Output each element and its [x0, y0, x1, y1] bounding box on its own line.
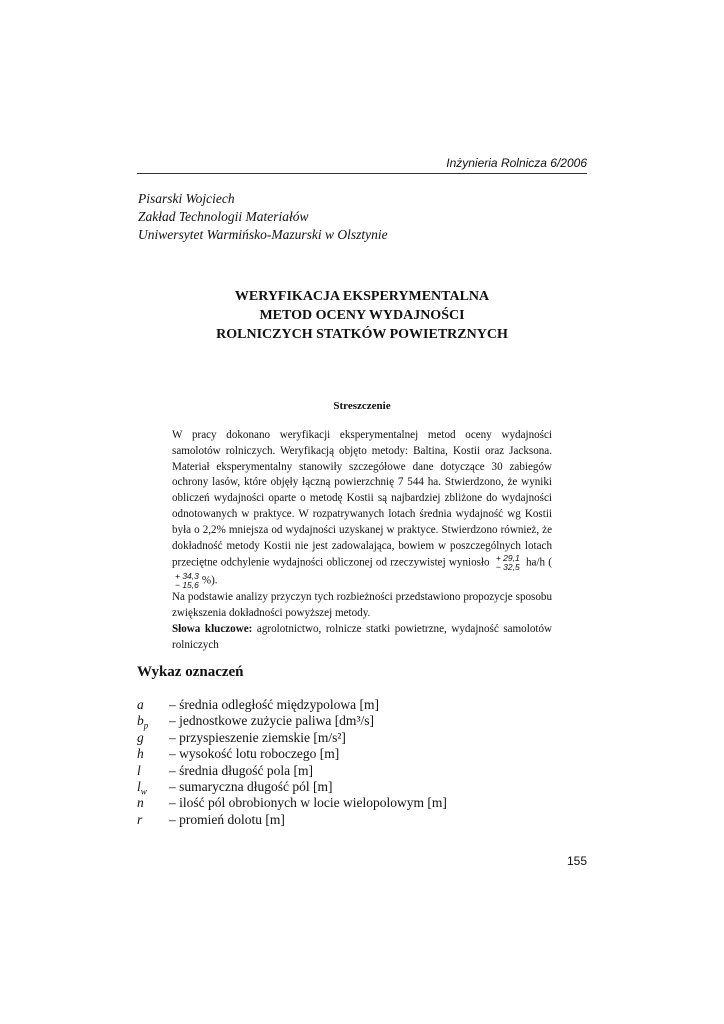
deviation-range-ha [496, 554, 520, 572]
notation-symbol: $b_p$ [137, 713, 149, 732]
page-number: 155 [566, 854, 587, 868]
abstract-text [172, 428, 552, 622]
notation-item [137, 795, 447, 811]
title-line: ROLNICZYCH STATKÓW POWIETRZNYCH [216, 327, 508, 342]
deviation-upper: + 34,3 [175, 571, 199, 582]
deviation-lower: − 32,5 [495, 562, 520, 573]
title-line: WERYFIKACJA EKSPERYMENTALNA [234, 289, 490, 304]
notation-symbol: n [137, 795, 144, 811]
notation-item [137, 746, 447, 762]
author-university: Uniwersytet Warmińsko-Mazurski w Olsztynie [138, 227, 388, 242]
notation-list [137, 697, 447, 828]
abstract-body: W pracy dokonano weryfikacji eksperymentalnej metod oceny wydajności samolotów rolniczych. Weryfikacją objęto metody: Baltina, Kostii oraz Jacksona. Materiał eksperymentalny stanowiły szczegółowe dane dotyczące 30 zabiegów ochrony lasów, które objęły łączną powierzchnię 7 544 ha. Stwierdzono, że wyniki obliczeń wydajności oparte o metodę Kostii są najbardziej zbliżone do wydajności odnotowanych w praktyce. W rozpatrywanych lotach średnia wydajność wg Kostii była o 2,2% mniejsza od wydajności uzyskanej w praktyce. Stwierdzono również, że dokładność metody Kostii nie jest zadowalająca, bowiem w poszczególnych lotach przeciętne odchylenie wydajności obliczonej od rzeczywistej wyniosło [172, 429, 552, 569]
notation-description: – jednostkowe zużycie paliwa [dm³/s] [169, 713, 374, 729]
abstract-paragraph: Na podstawie analizy przyczyn tych rozbieżności przedstawiono propozycje sposobu zwiększenia dokładności powyższej metody. [172, 591, 552, 620]
author-name: Pisarski Wojciech [138, 191, 235, 206]
percent-text: %). [201, 574, 218, 587]
author-block [138, 190, 388, 244]
notation-symbol: h [137, 746, 144, 762]
notation-item [137, 779, 447, 795]
paper-title [137, 287, 587, 344]
abstract-heading: Streszczenie [333, 400, 391, 412]
notation-description: – średnia odległość międzypolowa [m] [169, 697, 379, 712]
keywords [172, 622, 552, 653]
notation-description: – sumaryczna długość pól [m] [169, 778, 333, 794]
notation-heading: Wykaz oznaczeń [137, 664, 244, 680]
unit-text: ha/h ( [525, 556, 552, 569]
notation-description: – wysokość lotu roboczego [m] [169, 746, 340, 762]
deviation-upper: + 29,1 [495, 553, 520, 564]
keywords-label: Słowa kluczowe: [172, 623, 253, 635]
notation-item [137, 730, 447, 746]
notation-item [137, 713, 447, 732]
notation-item [137, 812, 447, 828]
title-line: METOD OCENY WYDAJNOŚCI [259, 308, 465, 323]
deviation-lower: − 15,6 [175, 580, 199, 591]
notation-description: – średnia długość pola [m] [169, 762, 313, 778]
notation-item [137, 697, 447, 713]
journal-header: Inżynieria Rolnicza 6/2006 [446, 156, 587, 170]
author-department: Zakład Technologii Materiałów [138, 209, 309, 224]
abstract-paragraph [172, 428, 552, 590]
notation-description: – promień dolotu [m] [169, 811, 285, 827]
notation-symbol: g [137, 729, 144, 745]
notation-description: – przyspieszenie ziemskie [m/s²] [169, 729, 346, 745]
notation-description: – ilość pól obrobionych w locie wielopolowym [m] [169, 795, 447, 811]
notation-symbol: $l_w$ [137, 778, 147, 797]
notation-symbol: a [137, 697, 144, 712]
notation-symbol: r [137, 811, 143, 827]
header-rule [137, 173, 587, 174]
keywords-text: agrolotnictwo, rolnicze statki powietrzne, wydajność samolotów rolniczych [172, 623, 553, 651]
notation-item [137, 763, 447, 779]
notation-symbol: l [137, 762, 141, 778]
deviation-range-percent [175, 572, 199, 590]
